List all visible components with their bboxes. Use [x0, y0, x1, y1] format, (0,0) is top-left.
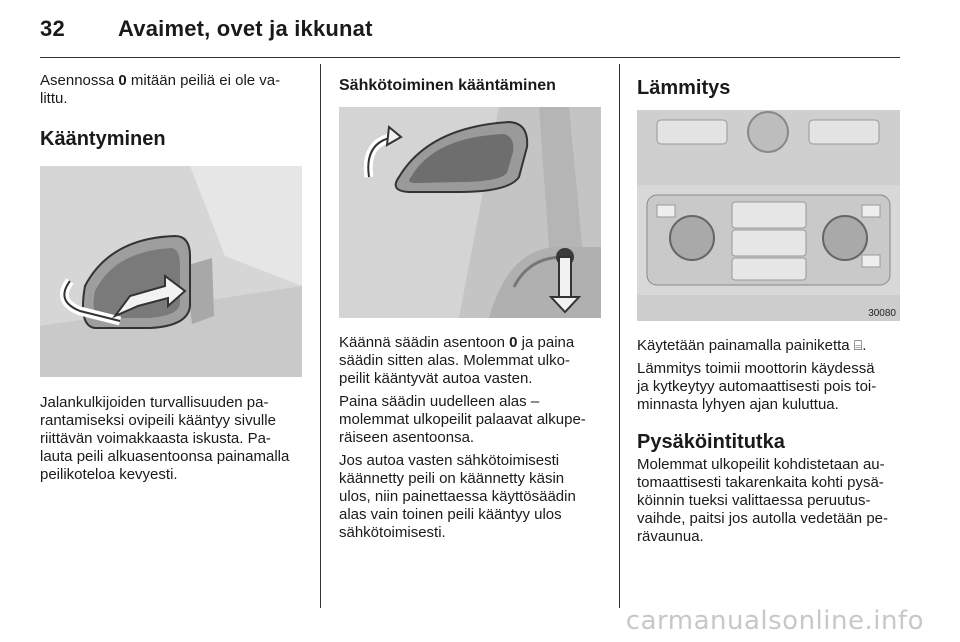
heated-mirror-icon: ⌸ — [853, 338, 863, 354]
column-divider-2 — [619, 64, 620, 608]
column-2 — [339, 64, 601, 542]
parking-assist-text: Molemmat ulkopeilit kohdistetaan au- tomaattisesti takarenkaita kohti pysä- köinnin tueksi valittaessa peruutus- vaihde, paitsi jos autolla vedetään pe- rävaunua. — [637, 456, 889, 545]
header-rule — [40, 57, 900, 58]
column-3 — [637, 64, 900, 546]
position-zero-label: 0 — [509, 334, 518, 351]
intro-text-c: littu. — [40, 90, 68, 107]
column-divider-1 — [320, 64, 321, 608]
figure-electric-folding — [339, 107, 601, 318]
heading-parking-assist: Pysäköintitutka — [637, 431, 785, 453]
page-number: 32 — [40, 16, 66, 41]
page-title: Avaimet, ovet ja ikkunat — [118, 16, 373, 41]
figure-heating-panel — [637, 110, 900, 321]
heating-p2: Lämmitys toimii moottorin käydessä ja kytkeytyy automaattisesti pois toi- minnasta lyhyen ajan kuluttua. — [637, 360, 877, 413]
figure-mirror-folding — [40, 166, 302, 377]
intro-text-b: mitään peiliä ei ole va- — [126, 72, 281, 89]
heading-folding: Kääntyminen — [40, 128, 166, 150]
figure-number: 30080 — [868, 308, 896, 319]
column-1 — [40, 64, 302, 484]
watermark: carmanualsonline.info — [625, 606, 924, 636]
electric-folding-p2: Paina säädin uudelleen alas – molemmat ulkopeilit palaavat alkupe- räiseen asentoonsa. — [339, 393, 586, 446]
heating-p1: Käytetään painamalla painiketta ⌸. — [637, 337, 867, 354]
electric-folding-p1: Käännä säädin asentoon 0 ja paina säädin sitten alas. Molemmat ulko- peilit kääntyvät autoa vasten. — [339, 334, 575, 387]
electric-folding-p3: Jos autoa vasten sähkötoimisesti käännetty peili on käännetty käsin ulos, niin painettaessa käyttösäädin alas vain toinen peili kääntyy ulos sähkötoimisesti. — [339, 452, 576, 541]
intro-position-zero: 0 — [118, 72, 127, 89]
heading-electric-folding: Sähkötoiminen kääntäminen — [339, 77, 556, 94]
intro-text — [40, 72, 302, 108]
heading-heating: Lämmitys — [637, 77, 731, 99]
folding-body-text: Jalankulkijoiden turvallisuuden pa- rantamiseksi ovipeili kääntyy sivulle riittävän voimakkaasta iskusta. Pa- lauta peili alkuasentoonsa painamalla peilikoteloa kevyesti. — [40, 394, 290, 483]
intro-text-a: Asennossa — [40, 72, 119, 89]
